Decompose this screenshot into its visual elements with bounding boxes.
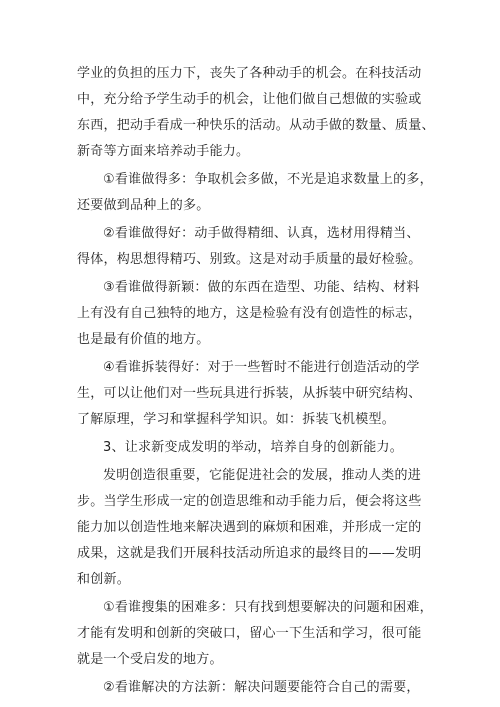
section-heading: 3、让求新变成发明的举动，培养自身的创新能力。 [103, 440, 404, 455]
text-line: ④看谁拆装得好：对于一些暂时不能进行创造活动的学 [103, 360, 420, 375]
text-line: 发明创造很重要，它能促进社会的发展，推动人类的进 [103, 468, 422, 483]
text-line: 得体，构思想得精巧、别致。这是对动手质量的最好检验。 [77, 252, 422, 267]
text-line: 新奇等方面来培养动手能力。 [77, 144, 250, 159]
text-line: 了解原理，学习和掌握科学知识。如：拆装飞机模型。 [77, 412, 396, 427]
text-line: ①看谁做得多：争取机会多做，不光是追求数量上的多， [103, 172, 433, 187]
text-line: ②看谁做得好：动手做得精细、认真，选材用得精当、 [103, 226, 420, 241]
text-line: 学业的负担的压力下，丧失了各种动手的机会。在科技活动 [77, 66, 422, 81]
text-line: 步。当学生形成一定的创造思维和动手能力后，便会将这些 [77, 494, 422, 509]
text-line: 东西，把动手看成一种快乐的活动。从动手做的数量、质量、 [77, 118, 435, 133]
text-line: 上有没有自己独特的地方，这是检验有没有创造性的标志， [77, 306, 422, 321]
text-line: ①看谁搜集的困难多：只有找到想要解决的问题和困难， [103, 600, 433, 615]
text-line: 中，充分给予学生动手的机会，让他们做自己想做的实验或 [77, 92, 422, 107]
text-line: ③看谁做得新颖：做的东西在造型、功能、结构、材料 [103, 280, 420, 295]
text-line: 才能有发明和创新的突破口，留心一下生活和学习，很可能 [77, 626, 422, 641]
text-line: 能力加以创造性地来解决遇到的麻烦和困难，并形成一定的 [77, 520, 422, 535]
text-line: 成果，这就是我们开展科技活动所追求的最终目的——发明 [77, 546, 422, 561]
text-line: 也是最有价值的地方。 [77, 332, 210, 347]
text-line: 生，可以让他们对一些玩具进行拆装，从拆装中研究结构、 [77, 386, 422, 401]
text-line: ②看谁解决的方法新：解决问题要能符合自己的需要， [103, 680, 420, 695]
text-line: 还要做到品种上的多。 [77, 198, 210, 213]
text-line: 和创新。 [77, 572, 131, 587]
text-line: 就是一个受启发的地方。 [77, 652, 223, 667]
